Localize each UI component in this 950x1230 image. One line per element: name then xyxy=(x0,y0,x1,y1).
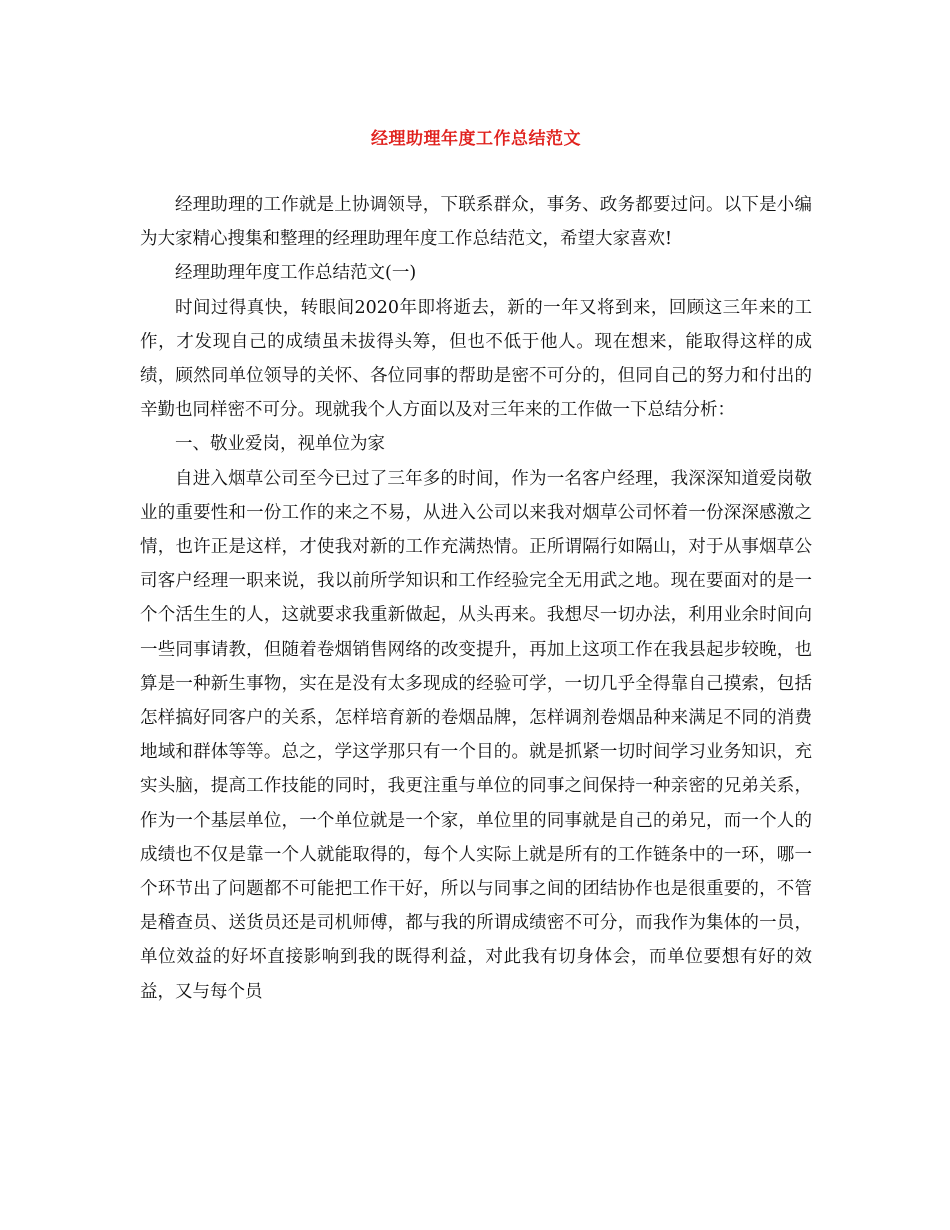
paragraph-intro: 经理助理的工作就是上协调领导，下联系群众，事务、政务都要过问。以下是小编为大家精心搜集和整理的经理助理年度工作总结范文，希望大家喜欢! xyxy=(140,195,812,250)
document-title: 经理助理年度工作总结范文 xyxy=(371,129,581,149)
paragraph-dedication: 自进入烟草公司至今已过了三年多的时间，作为一名客户经理，我深深知道爱岗敬业的重要性和一份工作的来之不易，从进入公司以来我对烟草公司怀着一份深深感激之情，也许正是这样，才使我对新的工作充满热情。正所谓隔行如隔山，对于从事烟草公司客户经理一职来说，我以前所学知识和工作经验完全无用武之地。现在要面对的是一个个活生生的人，这就要求我重新做起，从头再来。我想尽一切办法，利用业余时间向一些同事请教，但随着卷烟销售网络的改变提升，再加上这项工作在我县起步较晚，也算是一种新生事物，实在是没有太多现成的经验可学，一切几乎全得靠自己摸索，包括怎样搞好同客户的关系，怎样培育新的卷烟品牌，怎样调剂卷烟品种来满足不同的消费地域和群体等等。总之，学这学那只有一个目的。就是抓紧一切时间学习业务知识，充实头脑，提高工作技能的同时，我更注重与单位的同事之间保持一种亲密的兄弟关系，作为一个基层单位，一个单位就是一个家，单位里的同事就是自己的弟兄，而一个人的成绩也不仅是靠一个人就能取得的，每个人实际上就是所有的工作链条中的一环，哪一个环节出了问题都不可能把工作干好，所以与同事之间的团结协作也是很重要的，不管是稽查员、送货员还是司机师傅，都与我的所谓成绩密不可分，而我作为集体的一员，单位效益的好坏直接影响到我的既得利益，对此我有切身体会，而单位要想有好的效益，又与每个员 xyxy=(140,468,812,1002)
paragraph-review: 时间过得真快，转眼间2020年即将逝去，新的一年又将到来，回顾这三年来的工作，才发现自己的成绩虽未拔得头筹，但也不低于他人。现在想来，能取得这样的成绩，顾然同单位领导的关怀、各位同事的帮助是密不可分的，但同自己的努力和付出的辛勤也同样密不可分。现就我个人方面以及对三年来的工作做一下总结分析： xyxy=(140,297,812,421)
paragraph-subheading-one: 一、敬业爱岗，视单位为家 xyxy=(175,434,385,455)
paragraph-section-heading: 经理助理年度工作总结范文(一) xyxy=(175,263,417,284)
document-body xyxy=(140,188,812,1009)
